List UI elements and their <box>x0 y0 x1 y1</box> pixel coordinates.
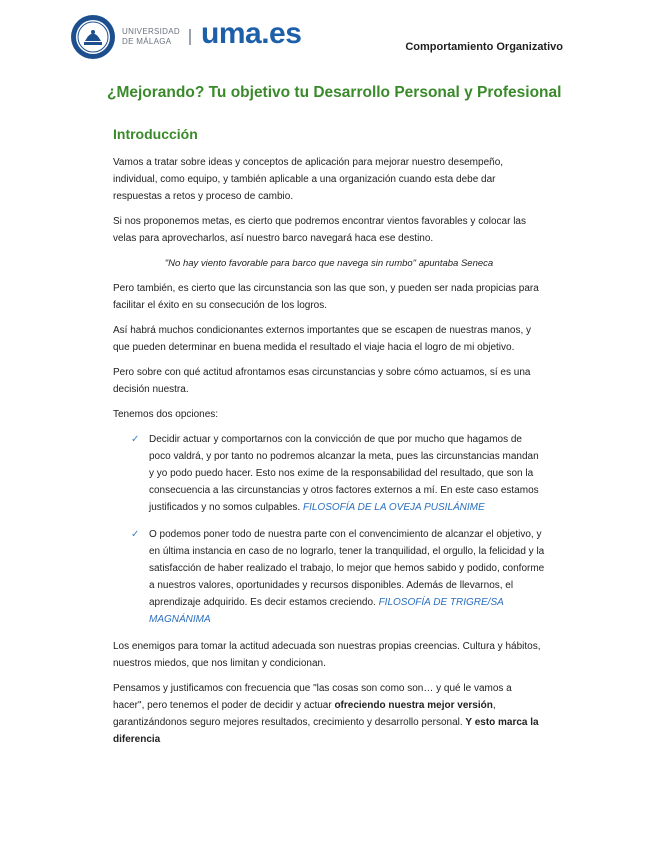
list-item <box>113 431 545 516</box>
university-seal-icon <box>70 14 116 60</box>
paragraph-4: Así habrá muchos condicionantes externos importantes que se escapen de nuestras manos, y que pueden determinar en buena medida el resultado el viaje hacia el logro de mi objetivo. <box>113 325 532 353</box>
university-line-1: UNIVERSIDAD <box>122 27 180 36</box>
section-heading: Introducción <box>113 126 198 142</box>
paragraph-1: Vamos a tratar sobre ideas y conceptos de aplicación para mejorar nuestro desempeño, individual, como equipo, y también aplicable a una organización cuando esta debe dar respuestas a retos y proceso de cambio. <box>113 157 504 202</box>
paragraph-3: Pero también, es cierto que las circunstancia son las que son, y pueden ser nada propicias para facilitar el éxito en su consecución de los logros. <box>113 283 539 311</box>
philosophy-link[interactable]: FILOSOFÍA DE LA OVEJA PUSILÁNIME <box>302 502 485 513</box>
paragraph-5: Pero sobre con qué actitud afrontamos esas circunstancias y sobre cómo actuamos, sí es una decisión nuestra. <box>113 367 531 395</box>
option-text: O podemos poner todo de nuestra parte con el convencimiento de alcanzar el objetivo, y en última instancia en caso de no lograrlo, tener la tranquilidad, el orgullo, la felicidad y la satisfacción de haber realizado el trabajo, lo mejor que hemos sabido y podido, conforme a nuestros valores, oportunidades y recursos disponibles. Además de llevarnos, el aprendizaje adquirido. Es decir estamos creciendo. <box>149 529 545 608</box>
options-list <box>113 431 545 628</box>
page-title: ¿Mejorando? Tu objetivo tu Desarrollo Personal y Profesional <box>107 84 562 101</box>
header-separator <box>189 29 191 45</box>
list-item <box>113 526 545 628</box>
seneca-quote: "No hay viento favorable para barco que navega sin rumbo" apuntaba Seneca <box>164 258 494 269</box>
uma-logo: uma.es <box>201 17 302 50</box>
option-text: Decidir actuar y comportarnos con la convicción de que por mucho que hagamos de poco valdrá, y por tanto no podremos alcanzar la meta, pues las circunstancias mandan y yo podo puedo hacer. Esto nos exime de la responsabilidad del resultado, que son la consecuencia a las circunstancias y otros factores externos a mí. En este caso estamos justificados y no somos culpables. <box>149 434 539 513</box>
paragraph-6: Tenemos dos opciones: <box>113 409 219 420</box>
document-body <box>113 126 545 756</box>
philosophy-link[interactable]: FILOSOFÍA DE TRIGRE/SA MAGNÁNIMA <box>149 597 504 625</box>
page-header <box>0 0 655 70</box>
university-line-2: DE MÁLAGA <box>122 37 172 46</box>
paragraph-8: Pensamos y justificamos con frecuencia que "las cosas son como son… y qué le vamos a hacer", pero tenemos el poder de decidir y actuar ofreciendo nuestra mejor versión, garantizándonos seguro mejores resultados, crecimiento y desarrollo personal. Y esto marca la diferencia <box>113 683 539 745</box>
emphasis-text: ofreciendo nuestra mejor versión <box>334 700 493 711</box>
course-name: Comportamiento Organizativo <box>405 41 563 53</box>
check-icon: ✓ <box>131 434 140 445</box>
university-name <box>122 27 180 47</box>
emphasis-text: Y esto marca la diferencia <box>113 717 539 745</box>
paragraph-7: Los enemigos para tomar la actitud adecuada son nuestras propias creencias. Cultura y hábitos, nuestros miedos, que nos limitan y condicionan. <box>113 641 541 669</box>
check-icon: ✓ <box>131 529 140 540</box>
paragraph-2: Si nos proponemos metas, es cierto que podremos encontrar vientos favorables y colocar las velas para aprovecharlos, así nuestro barco navegará haca ese destino. <box>113 216 526 244</box>
